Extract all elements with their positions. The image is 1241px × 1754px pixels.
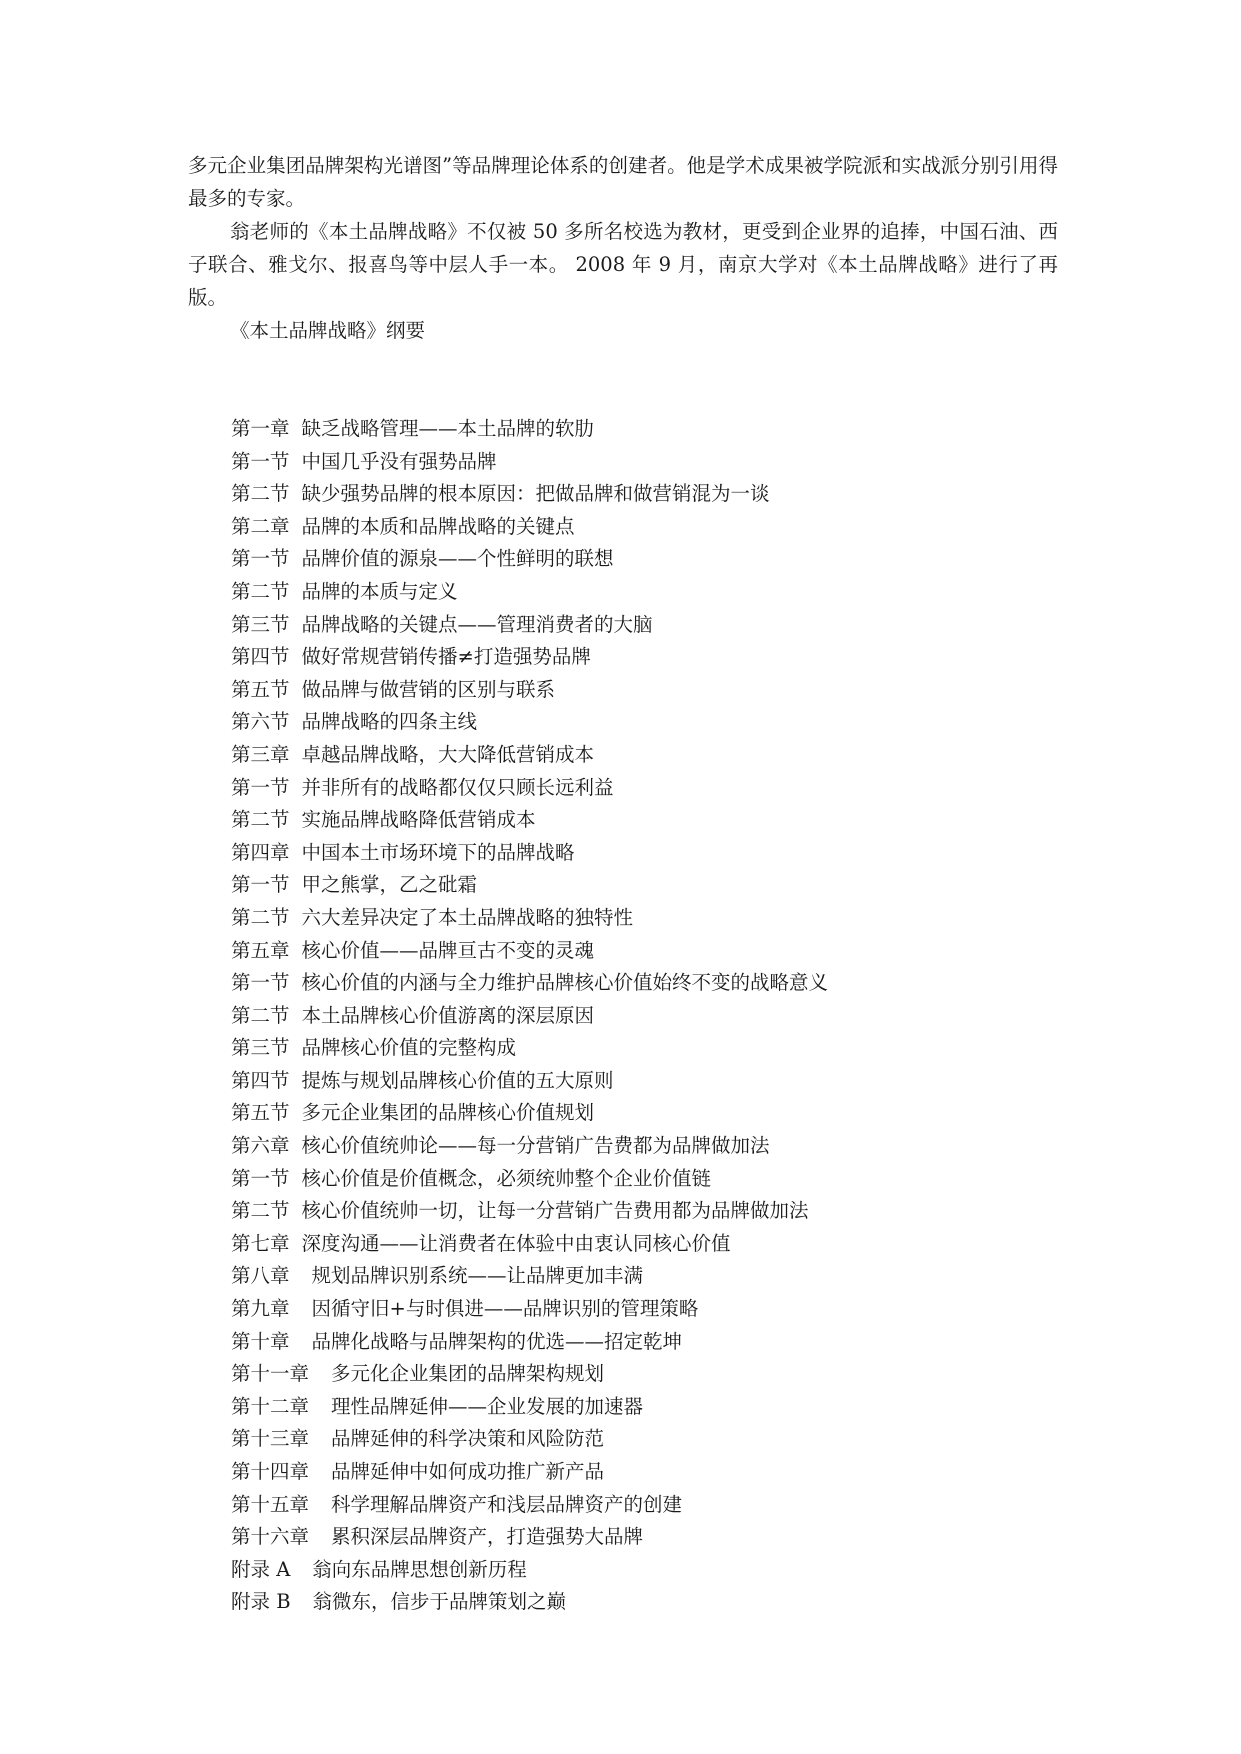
toc-entry-title: 甲之熊掌，乙之砒霜 (301, 873, 478, 897)
toc-entry-number: 第十六章 (231, 1525, 310, 1549)
toc-entry (231, 1358, 1051, 1391)
toc-entry-number: 第十章 (231, 1329, 290, 1353)
toc-entry-title: 多元化企业集团的品牌架构规划 (331, 1362, 605, 1386)
toc-entry-title: 品牌的本质和品牌战略的关键点 (301, 514, 575, 538)
toc-entry-title: 六大差异决定了本土品牌战略的独特性 (301, 905, 634, 929)
toc-entry (231, 1521, 1051, 1554)
toc-entry-number: 第十五章 (231, 1492, 310, 1516)
toc-entry (231, 967, 1051, 1000)
toc-entry-number: 第五节 (231, 1101, 290, 1125)
toc-entry (231, 1293, 1051, 1326)
toc-entry-number: 第二节 (231, 579, 290, 603)
toc-entry (231, 1260, 1051, 1293)
toc-entry (231, 837, 1051, 870)
toc-entry-title: 因循守旧+与时俱进——品牌识别的管理策略 (311, 1297, 699, 1321)
toc-entry-title: 深度沟通——让消费者在体验中由衷认同核心价值 (301, 1231, 731, 1255)
table-of-contents (231, 413, 1051, 1619)
toc-entry-title: 多元企业集团的品牌核心价值规划 (301, 1101, 595, 1125)
toc-entry-number: 第九章 (231, 1297, 290, 1321)
toc-entry (231, 902, 1051, 935)
toc-entry (231, 1423, 1051, 1456)
toc-entry (231, 1391, 1051, 1424)
toc-entry (231, 804, 1051, 837)
toc-entry (231, 1228, 1051, 1261)
toc-entry (231, 1195, 1051, 1228)
toc-entry-number: 第四章 (231, 840, 290, 864)
toc-entry-title: 品牌延伸的科学决策和风险防范 (331, 1427, 605, 1451)
toc-entry-title: 品牌的本质与定义 (301, 579, 458, 603)
toc-entry-number: 第十四章 (231, 1460, 310, 1483)
toc-entry (231, 413, 1051, 446)
toc-entry-number: 第二节 (231, 482, 290, 506)
toc-entry-title: 品牌战略的关键点——管理消费者的大脑 (301, 612, 653, 636)
toc-entry-number: 第一节 (231, 449, 290, 473)
toc-entry (231, 446, 1051, 479)
toc-entry (231, 706, 1051, 739)
toc-entry-title: 核心价值统帅一切，让每一分营销广告费用都为品牌做加法 (301, 1199, 809, 1223)
toc-entry-title: 品牌价值的源泉——个性鲜明的联想 (301, 547, 614, 571)
toc-entry-title: 科学理解品牌资产和浅层品牌资产的创建 (331, 1492, 683, 1516)
toc-entry-title: 做好常规营销传播≠打造强势品牌 (301, 645, 591, 669)
toc-entry-title: 品牌核心价值的完整构成 (301, 1036, 517, 1060)
toc-entry (231, 935, 1051, 968)
toc-entry (231, 1032, 1051, 1065)
toc-entry-number: 第六节 (231, 710, 290, 734)
toc-entry (231, 869, 1051, 902)
toc-entry-title: 卓越品牌战略，大大降低营销成本 (301, 742, 595, 766)
toc-entry (231, 641, 1051, 674)
toc-entry-number: 第一节 (231, 971, 290, 995)
toc-entry (231, 772, 1051, 805)
toc-entry (231, 739, 1051, 772)
toc-entry-number: 第三章 (231, 742, 290, 766)
toc-entry-title: 中国几乎没有强势品牌 (301, 449, 497, 473)
toc-entry-number: 第一章 (231, 417, 290, 440)
toc-entry-number: 第二节 (231, 808, 290, 832)
toc-entry-number: 第五章 (231, 938, 290, 962)
intro-paragraph-1: 多元企业集团品牌架构光谱图”等品牌理论体系的创建者。他是学术成果被学院派和实战派分别引用得最多的专家。 (188, 154, 1058, 210)
toc-entry (231, 1456, 1051, 1489)
toc-entry-number: 第八章 (231, 1264, 290, 1288)
toc-entry-number: 第二节 (231, 1199, 290, 1223)
toc-entry-title: 本土品牌核心价值游离的深层原因 (301, 1003, 595, 1027)
toc-entry-number: 第十二章 (231, 1394, 310, 1418)
toc-entry (231, 511, 1051, 544)
toc-entry-number: 第二节 (231, 905, 290, 929)
toc-entry (231, 1554, 1051, 1587)
toc-entry-title: 中国本土市场环境下的品牌战略 (301, 840, 575, 864)
toc-entry-title: 翁微东，信步于品牌策划之巅 (312, 1590, 567, 1614)
toc-entry (231, 1489, 1051, 1522)
toc-entry-number: 第三节 (231, 612, 290, 636)
toc-entry-number: 附录 B (231, 1590, 291, 1614)
toc-entry-number: 第二章 (231, 514, 290, 538)
toc-entry-title: 核心价值的内涵与全力维护品牌核心价值始终不变的战略意义 (301, 971, 829, 995)
toc-entry-title: 品牌化战略与品牌架构的优选——招定乾坤 (311, 1329, 683, 1353)
toc-entry (231, 1097, 1051, 1130)
toc-entry (231, 576, 1051, 609)
toc-entry-number: 第七章 (231, 1231, 290, 1255)
toc-entry (231, 478, 1051, 511)
toc-entry-title: 缺乏战略管理——本土品牌的软肋 (301, 417, 595, 440)
toc-entry-title: 核心价值统帅论——每一分营销广告费都为品牌做加法 (301, 1134, 770, 1158)
toc-entry (231, 1065, 1051, 1098)
toc-entry-title: 并非所有的战略都仅仅只顾长远利益 (301, 775, 614, 799)
toc-entry-number: 第四节 (231, 645, 290, 669)
toc-entry-title: 翁向东品牌思想创新历程 (312, 1557, 527, 1581)
toc-entry (231, 1163, 1051, 1196)
toc-entry-number: 第一节 (231, 1166, 290, 1190)
toc-entry-number: 第二节 (231, 1003, 290, 1027)
toc-entry-title: 品牌战略的四条主线 (301, 710, 478, 734)
toc-entry-title: 核心价值是价值概念，必须统帅整个企业价值链 (301, 1166, 712, 1190)
toc-entry-title: 累积深层品牌资产，打造强势大品牌 (331, 1525, 644, 1549)
toc-entry (231, 674, 1051, 707)
outline-heading: 《本土品牌战略》纲要 (230, 319, 426, 342)
toc-entry (231, 1130, 1051, 1163)
toc-entry-number: 第一节 (231, 873, 290, 897)
toc-entry-number: 第四节 (231, 1068, 290, 1092)
toc-entry (231, 1586, 1051, 1619)
toc-entry-number: 第一节 (231, 775, 290, 799)
toc-entry-number: 第十一章 (231, 1362, 310, 1386)
toc-entry-number: 第六章 (231, 1134, 290, 1158)
toc-entry-title: 理性品牌延伸——企业发展的加速器 (331, 1394, 644, 1418)
intro-text (188, 149, 1058, 347)
intro-paragraph-2: 翁老师的《本土品牌战略》不仅被 50 多所名校选为教材，更受到企业界的追捧，中国石油、西子联合、雅戈尔、报喜鸟等中层人手一本。 2008 年 9 月，南京大学对《本土品牌战略》进行了再版。 (188, 220, 1058, 309)
toc-entry-title: 提炼与规划品牌核心价值的五大原则 (301, 1068, 614, 1092)
toc-entry-title: 缺少强势品牌的根本原因：把做品牌和做营销混为一谈 (301, 482, 770, 506)
toc-entry-number: 第五节 (231, 677, 290, 701)
toc-entry-title: 规划品牌识别系统——让品牌更加丰满 (311, 1264, 644, 1288)
toc-entry (231, 609, 1051, 642)
toc-entry (231, 1000, 1051, 1033)
toc-entry-number: 附录 A (231, 1557, 291, 1581)
toc-entry (231, 543, 1051, 576)
toc-entry-number: 第一节 (231, 547, 290, 571)
toc-entry-title: 核心价值——品牌亘古不变的灵魂 (301, 938, 595, 962)
toc-entry-number: 第十三章 (231, 1427, 310, 1451)
toc-entry-number: 第三节 (231, 1036, 290, 1060)
toc-entry-title: 实施品牌战略降低营销成本 (301, 808, 536, 832)
toc-entry-title: 做品牌与做营销的区别与联系 (301, 677, 556, 701)
toc-entry-title: 品牌延伸中如何成功推广新产品 (331, 1460, 605, 1483)
toc-entry (231, 1326, 1051, 1359)
